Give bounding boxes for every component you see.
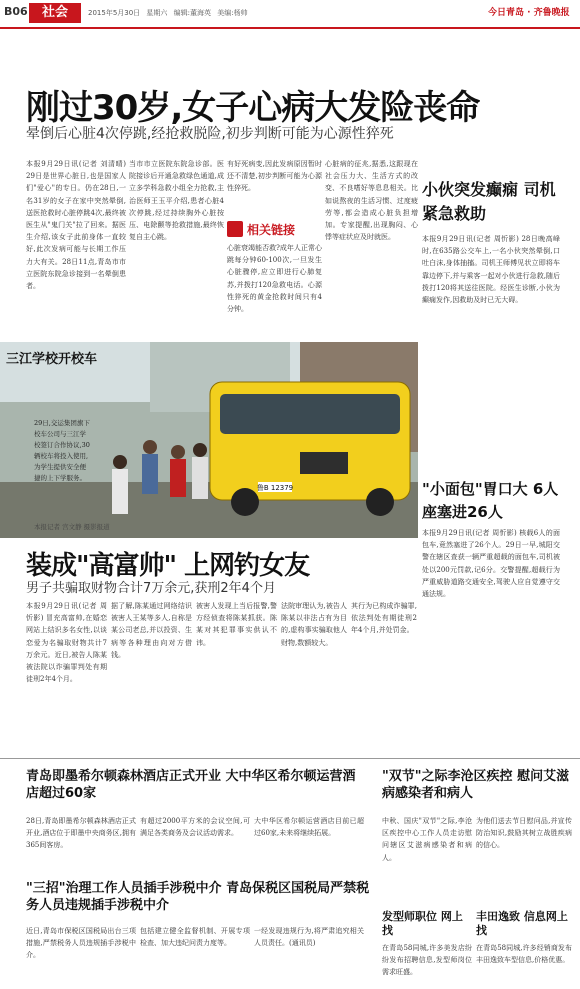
related-link-badge [227, 221, 317, 237]
main-story-column-4: 心脏病的征兆,据悉,这跟现在社会压力大、生活方式的改变、不良嗜好等息息相关。比如说熬夜的生活习惯、过度疲劳等,都会造成心脏负担增加。专家提醒,出现胸闷、心悸等症状应及时就医。 [325, 160, 418, 242]
photo-caption-headline: 三江学校开校车 [6, 352, 98, 367]
brief1-column-2: 有超过2000平方米的会议空间,可满足各类商务及会议活动需求。 [140, 817, 250, 838]
brief5-body: 在青岛58同城,许多经销商发布丰田逸致车型信息,价格优惠。 [476, 944, 572, 965]
brief2-column-3: 一经发现违规行为,将严肃追究相关人员责任。(通讯员) [254, 927, 364, 948]
page-number: B06 [4, 5, 28, 18]
main-subheadline: 晕倒后心脏4次停跳,经抢救脱险,初步判断可能为心源性猝死 [26, 126, 394, 142]
story2-column-5: 其行为已构成诈骗罪,依法判处有期徒刑2年4个月,并处罚金。 [351, 602, 417, 635]
brief2-column-1: 近日,青岛市保税区国税局出台三项措施,严禁税务人员违规插手涉税中介。 [26, 927, 136, 960]
story2-headline: 装成"高富帅" 上网钓女友 [26, 551, 310, 581]
brief4-body: 在青岛58同城,许多美发店纷纷发布招聘信息,发型师岗位需求旺盛。 [382, 944, 472, 977]
story2-column-3: 被害人发现上当后报警,警方经侦查将陈某抓获。陈某对其犯罪事实供认不讳。 [196, 602, 277, 647]
bottom-divider [0, 758, 580, 759]
related-link-body: 心脏衰竭能否救?成年人正常心跳每分钟60-100次,一旦发生心脏骤停,应立即进行心肺复苏,并拨打120急救电话。心源性猝死的黄金抢救时间只有4分钟。 [227, 244, 322, 314]
section-tag: 社会 [29, 3, 81, 23]
main-headline: 刚过30岁,女子心病大发险丧命 [26, 88, 480, 128]
header-meta: 2015年5月30日 星期六 编辑:董海英 美编:杨帅 [88, 9, 248, 17]
brief5-headline: 丰田逸致 信息网上找 [476, 910, 568, 937]
bus-plate-text: 鲁B 12379 [256, 484, 294, 492]
main-story-column-1: 本报9月29日讯(记者 刘清晴) 29日是世界心脏日,也是国家人们"爱心"的专日。仍在28日,一名31岁的女子在家中突然晕倒,送医抢救时心脏停跳4次,最终被医生从"鬼门关"拉了回来。据医生介绍,该女子此前身体一直较好,此次发病可能与长期工作压力大有关。28日11点,青岛市市立医院东院急诊接到一名晕倒患者。 [26, 160, 126, 291]
brief1-column-3: 大中华区希尔顿运营酒店目前已超过60家,未来将继续拓展。 [254, 817, 364, 838]
right-story-headline: 小伙突发癫痫 司机紧急救助 [422, 180, 556, 223]
brief3-headline: "双节"之际李沧区疾控 慰问艾滋病感染者和病人 [382, 769, 570, 801]
brief1-headline: 青岛即墨希尔顿森林酒店正式开业 大中华区希尔顿运营酒店超过60家 [26, 769, 356, 801]
story2-column-2: 据了解,陈某通过网络结识被害人王某等多人,自称是某公司老总,并以投资、生病等各种理由向对方借钱。 [111, 602, 192, 659]
related-link-label: 相关链接 [247, 223, 296, 237]
brief2-column-2: 包括建立健全监督机制、开展专项检查、加大违纪问责力度等。 [140, 927, 250, 948]
main-story-column-3: 有好死病变,因此发病原因暂时还不清楚,初步判断可能为心源性猝死。 [227, 160, 322, 193]
right-story2-body: 本报9月29日讯(记者 周忻影) 核载6人的面包车,竟然塞进了26个人。29日一早,城阳交警在辖区查获一辆严重超载的面包车,司机被处以200元罚款,记6分。交警提醒,超载行为严重威胁道路交通安全,驾驶人应自觉遵守交通法规。 [422, 529, 560, 599]
right-story2-headline: "小面包"胃口大 6人座塞进26人 [422, 480, 559, 521]
brief3-column-1: 中秋、国庆"双节"之际,李沧区疾控中心工作人员走访慰问辖区艾滋病感染者和病人。 [382, 817, 472, 862]
brief2-headline: "三招"治理工作人员插手涉税中介 青岛保税区国税局严禁税务人员违规插手涉税中介 [26, 881, 370, 913]
right-story-body: 本报9月29日讯(记者 周忻影) 28日晚高峰时,在635路公交车上,一名小伙突然晕倒,口吐白沫,身体抽搐。司机王师傅见状立即将车靠边停下,并与乘客一起对小伙进行急救,随后拨打120将其送往医院。经医生诊断,小伙为癫痫发作,因救助及时已无大碍。 [422, 235, 560, 305]
story2-column-4: 法院审理认为,被告人陈某以非法占有为目的,虚构事实骗取他人财物,数额较大。 [281, 602, 347, 647]
main-story-column-2: 当市市立医院东院急诊部。医院接诊后开通急救绿色通道,成立多学科急救小组全力抢救,主治医师王玉平介绍,患者心脏4次停跳,经过持续胸外心脏按压、电除颤等抢救措施,最终恢复自主心跳。 [129, 160, 224, 242]
brief3-column-2: 为他们送去节日慰问品,并宣传防治知识,鼓励其树立战胜疾病的信心。 [476, 817, 572, 850]
photo-caption-body: 29日,交运集团旗下校车公司与三江学校签订合作协议,30辆校车将投入使用,为学生提供安全便捷的上下学服务。 [34, 419, 90, 482]
related-link-icon [227, 221, 243, 237]
brief4-headline: 发型师职位 网上找 [382, 910, 463, 937]
header-brand: 今日青岛 · 齐鲁晚报 [488, 8, 570, 18]
story2-column-1: 本报9月29日讯(记者 周忻影) 冒充高富帅,在婚恋网站上结识多名女性,以谈恋爱为名骗取财物共计7万余元。近日,被告人陈某被法院以诈骗罪判处有期徒刑2年4个月。 [26, 602, 107, 684]
story2-subheadline: 男子共骗取财物合计7万余元,获刑2年4个月 [26, 581, 276, 596]
brief1-column-1: 28日,青岛即墨希尔顿森林酒店正式开业,酒店位于即墨中央商务区,拥有365间客房。 [26, 817, 136, 850]
photo-credit: 本报记者 宫文静 摄影报道 [34, 523, 110, 531]
header-rule [0, 27, 580, 29]
